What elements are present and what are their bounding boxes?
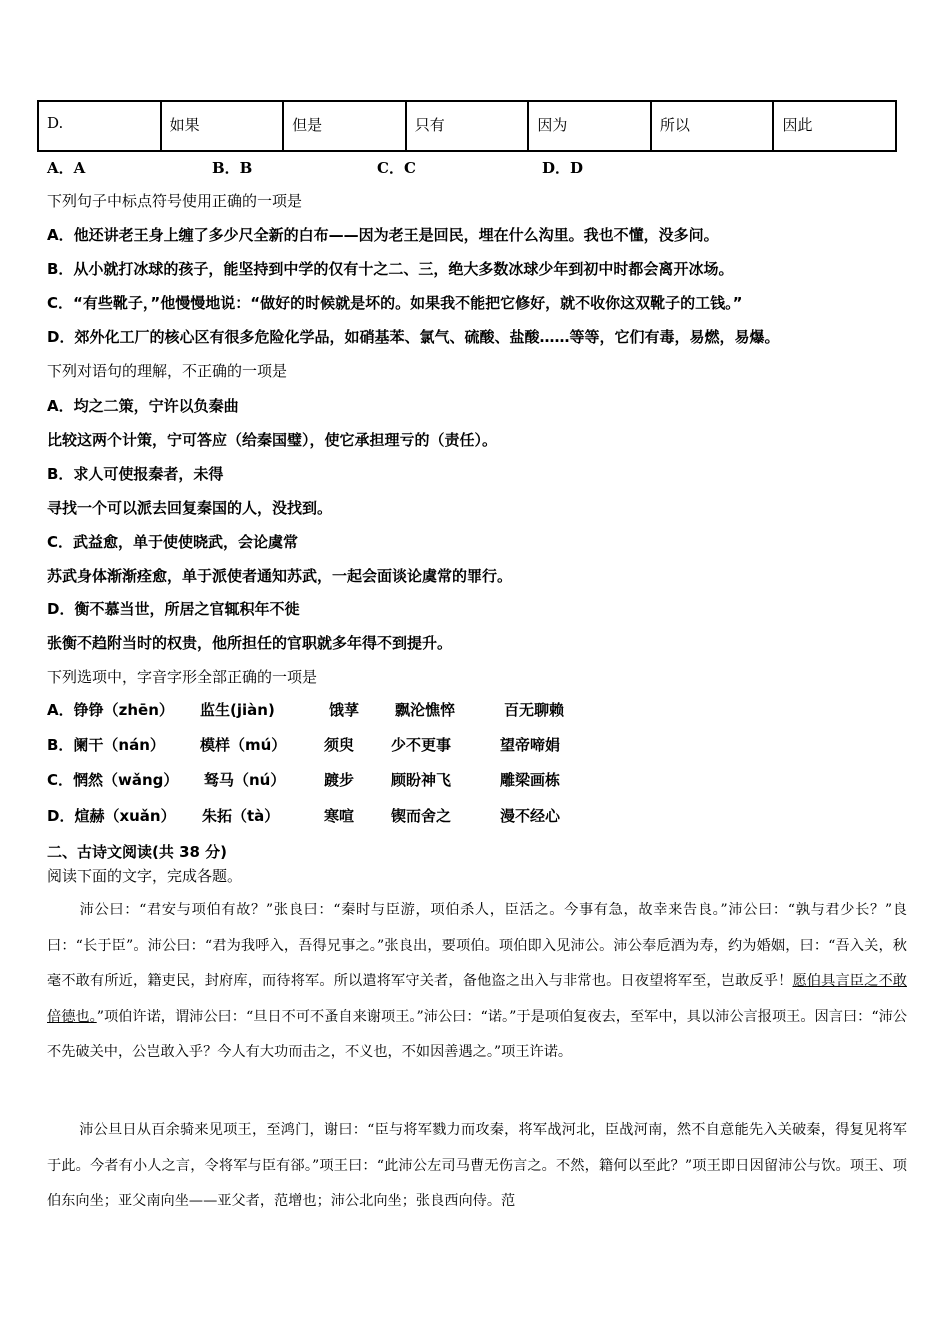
option-word: 锲而舍之 [391, 807, 452, 825]
option-label: D．煊赫（xuǎn） [47, 807, 176, 825]
option-word: 驽马（nú） [204, 771, 286, 789]
option-label: A．铮铮（zhēn） [47, 701, 174, 719]
question-stem: 下列对语句的理解，不正确的一项是 [47, 362, 288, 380]
option-b: B．从小就打冰球的孩子，能坚持到中学的仅有十之二、三，绝大多数冰球少年到初中时都会离开冰场。 [47, 260, 734, 278]
passage-text: 沛公曰：“君安与项伯有故？”张良曰：“秦时与臣游，项伯杀人，臣活之。今事有急，故幸来告良。”沛公曰：“孰与君少长？”良曰：“长于臣”。沛公曰：“君为我呼入，吾得兄事之。”张良出，要项伯。项伯即入见沛公。沛公奉卮酒为寿，约为婚姻，曰：“吾入关，秋毫不敢有所近，籍吏民，封府库，而待将军。所以遣将军守关者，备他盗之出入与非常也。日夜望将军至，岂敢反乎！ [47, 902, 907, 990]
passage-text: ”项伯许诺，谓沛公曰：“旦日不可不蚤自来谢项王。”沛公曰：“诺。”于是项伯复夜去，至军中，具以沛公言报项王。因言曰：“沛公不先破关中，公岂敢入乎？今人有大功而击之，不义也，不如因善遇之。”项王许诺。 [47, 1008, 907, 1061]
underlined-sentence: 愿伯具言臣之不敢倍德也。 [47, 973, 907, 1025]
answer-table [37, 100, 897, 152]
passage-paragraph-1 [47, 893, 907, 1071]
option-d: D．郊外化工厂的核心区有很多危险化学品，如硝基苯、氯气、硫酸、盐酸……等等，它们有毒，易燃，易爆。 [47, 328, 780, 346]
option-word: 顾盼神飞 [391, 771, 452, 789]
passage-paragraph-2 [47, 1113, 907, 1220]
option-word: 踱步 [324, 771, 355, 789]
option-word: 监生(jiàn) [200, 701, 275, 719]
option-word: 漫不经心 [500, 807, 561, 825]
option-word: 望帝啼娟 [500, 736, 561, 754]
option-c: C．武益愈，单于使使晓武，会论虞常 [47, 533, 299, 551]
table-cell: D. [39, 102, 162, 150]
option-a: A．均之二策，宁许以负秦曲 [47, 397, 239, 415]
option-word: 百无聊赖 [504, 701, 565, 719]
section-heading: 二、古诗文阅读(共 38 分) [47, 843, 228, 861]
table-cell: 但是 [284, 102, 407, 150]
option-c: C．C [377, 159, 416, 177]
option-word: 模样（mú） [200, 736, 287, 754]
question-stem: 下列句子中标点符号使用正确的一项是 [47, 192, 303, 210]
option-word: 雕梁画栋 [500, 771, 561, 789]
option-b: B．B [212, 159, 253, 177]
option-word: 朱拓（tà） [202, 807, 280, 825]
option-a-explanation: 比较这两个计策，宁可答应（给秦国璧），使它承担理亏的（责任）。 [47, 431, 498, 449]
option-d-explanation: 张衡不趋附当时的权贵，他所担任的官职就多年得不到提升。 [47, 634, 453, 652]
table-cell: 只有 [407, 102, 530, 150]
reading-instruction: 阅读下面的文字，完成各题。 [47, 867, 243, 885]
option-a: A．A [47, 159, 86, 177]
option-d: D．衡不慕当世，所居之官辄积年不徙 [47, 600, 300, 618]
option-word: 少不更事 [391, 736, 452, 754]
option-label: B．阑干（nán） [47, 736, 165, 754]
option-label: C．惘然（wǎng） [47, 771, 179, 789]
table-cell: 因为 [529, 102, 652, 150]
option-b: B．求人可使报秦者，未得 [47, 465, 224, 483]
option-b-explanation: 寻找一个可以派去回复秦国的人，没找到。 [47, 499, 333, 517]
option-word: 飘沦憔悴 [395, 701, 456, 719]
option-d: D．D [542, 159, 584, 177]
table-cell: 所以 [652, 102, 775, 150]
option-c-explanation: 苏武身体渐渐痊愈，单于派使者通知苏武，一起会面谈论虞常的罪行。 [47, 567, 513, 585]
table-cell: 如果 [162, 102, 285, 150]
table-cell: 因此 [782, 116, 813, 134]
option-word: 饿莩 [329, 701, 360, 719]
option-word: 寒喧 [324, 807, 355, 825]
question-stem: 下列选项中，字音字形全部正确的一项是 [47, 668, 318, 686]
option-a: A．他还讲老王身上缠了多少尺全新的白布——因为老王是回民，埋在什么沟里。我也不懂，没多问。 [47, 226, 719, 244]
passage-text: 沛公旦日从百余骑来见项王，至鸿门，谢曰：“臣与将军戮力而攻秦，将军战河北，臣战河南，然不自意能先入关破秦，得复见将军于此。今者有小人之言，令将军与臣有郤。”项王曰：“此沛公左司马曹无伤言之。不然，籍何以至此？”项王即日因留沛公与饮。项王、项伯东向坐；亚父南向坐——亚父者，范增也；沛公北向坐；张良西向侍。范 [47, 1122, 907, 1210]
option-word: 须臾 [324, 736, 355, 754]
option-c: C．“有些靴子，”他慢慢地说：“做好的时候就是坏的。如果我不能把它修好，就不收你这双靴子的工钱。” [47, 294, 743, 312]
